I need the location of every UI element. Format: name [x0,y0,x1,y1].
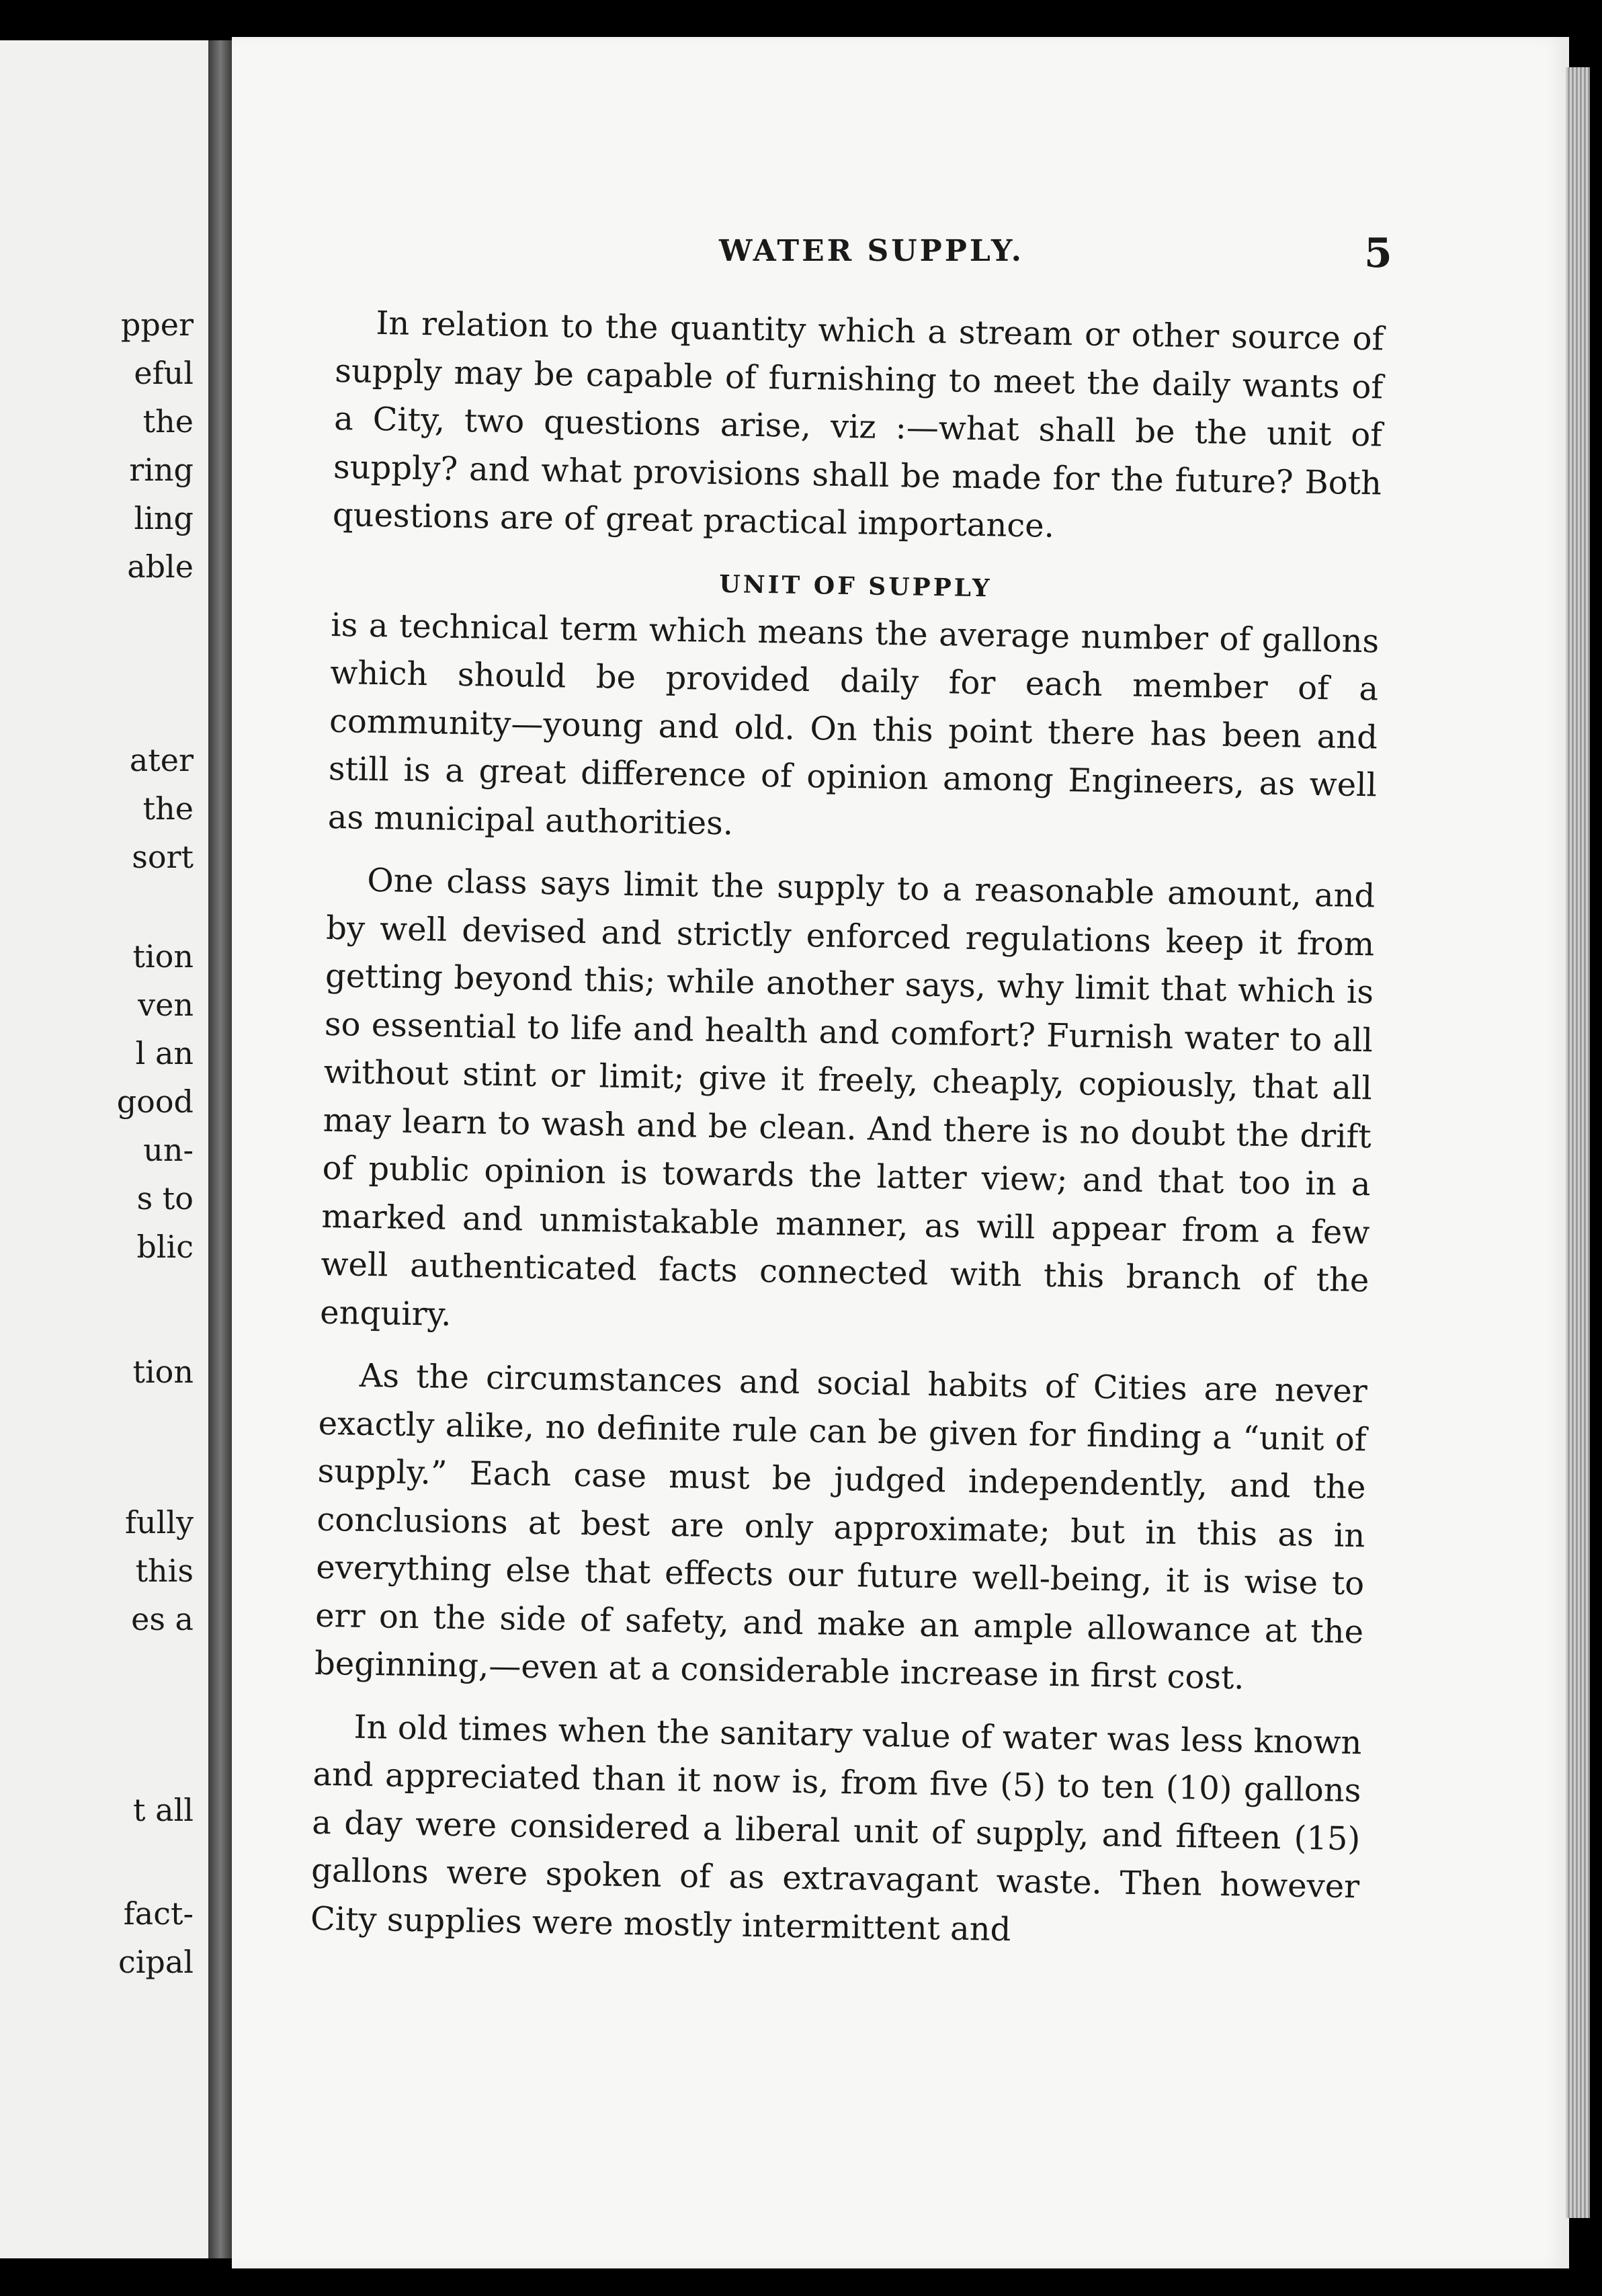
left-page-fragment: sort [132,839,194,875]
left-page-fragment: tion [132,1354,194,1390]
paragraph: As the circumstances and social habits of Cities are never exactly alike, no definite rule can be given for finding a “unit of supply.” Each case must be judged independently, and the conclusions at best are only approximate; but in this as in everything else that effects our future well-being, it is wise to err on the side of safety, and make an ample allowance at the beginning,—even at a considerable increase in first cost. [314,1356,1368,1697]
body-text [310,299,1384,1974]
running-head: WATER SUPPLY. [719,234,1024,268]
left-page-fragment: ling [134,500,194,536]
left-page-fragment: the [142,790,194,827]
left-page-fragment: es a [131,1601,194,1637]
left-page-fragment: ater [129,742,194,778]
left-page-fragment: eful [134,355,194,391]
left-page-fragment: blic [136,1229,194,1265]
left-page-fragment: l an [135,1035,194,1071]
left-page-fragment: ring [129,452,194,488]
left-page-fragment: tion [132,938,194,975]
page-edges [1566,67,1590,2218]
left-page-fragment: pper [120,306,194,343]
left-page-fragment: the [142,403,194,440]
left-page-fragment: fact- [123,1895,194,1932]
paragraph: In relation to the quantity which a stream or other source of supply may be capable of furnishing to meet the daily wants of a City, two questions arise, viz :—what shall be the unit of supply? and what provisions shall be made for the future? Both questions are of great practical importance. [332,304,1384,545]
left-page-fragment: fully [124,1504,194,1541]
left-page-fragment: t all [133,1792,194,1828]
left-page-fragment: able [127,548,194,585]
left-page-fragment: ven [138,987,194,1023]
left-page-fragment: s to [136,1180,194,1217]
left-page-fragment: good [116,1083,194,1120]
left-page-fragment: this [135,1553,194,1589]
left-page-fragment: cipal [118,1944,194,1980]
paragraph: One class says limit the supply to a reasonable amount, and by well devised and strictly enforced regulations keep it from getting beyond this; while another says, why limit that which is so essential to life and health and comfort? Furnish water to all without stint or limit; give it freely, cheaply, copiously, that all may learn to wash and be clean. And there is no doubt the drift of public opinion is towards the latter view; and that too in a marked and unmistakable manner, as will appear from a few well authenticated facts connected with this branch of the enquiry. [319,861,1376,1334]
left-facing-page [0,40,208,2258]
left-page-fragment: un- [143,1132,194,1168]
book-gutter [208,40,235,2258]
paragraph: is a technical term which means the average number of gallons which should be provided daily for each member of a community—young and old. On this point there has been and still is a great difference of opinion among Engineers, as well as municipal authorities. [327,606,1380,842]
paragraph: In old times when the sanitary value of water was less known and appreciated than it now is, from five (5) to ten (10) gallons a day were considered a liberal unit of supply, and fifteen (15) gallons were spoken of as extravagant waste. Then however City supplies were mostly intermittent and [310,1708,1362,1949]
section-heading: UNIT OF SUPPLY [719,569,993,602]
page-number: 5 [1364,230,1392,277]
